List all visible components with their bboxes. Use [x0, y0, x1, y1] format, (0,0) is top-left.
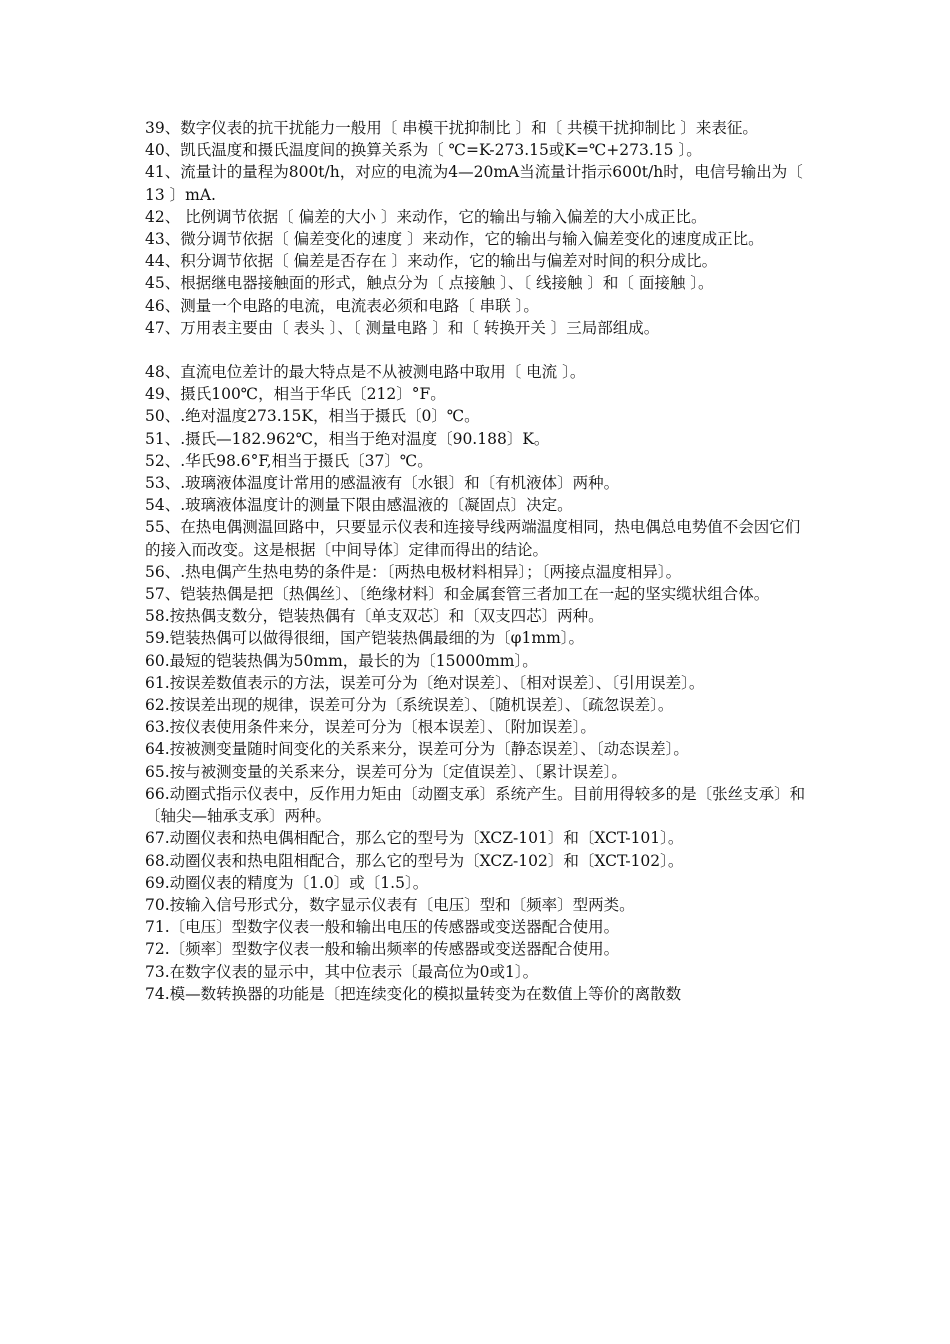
document-page — [145, 117, 815, 1005]
question-50: 50、.绝对温度273.15K，相当于摄氏〔0〕℃。 — [145, 407, 480, 426]
question-41: 41、流量计的量程为800t/h，对应的电流为4—20mA当流量计指示600t/h时，电信号输出为〔 13 〕mA. — [145, 163, 803, 204]
question-69: 69.动圈仪表的精度为〔1.0〕或〔1.5〕。 — [145, 873, 429, 892]
question-71: 71.〔电压〕型数字仪表一般和输出电压的传感器或变送器配合使用。 — [145, 918, 620, 937]
question-58: 58.按热偶支数分，铠装热偶有〔单支双芯〕和〔双支四芯〕两种。 — [145, 607, 604, 626]
question-47: 47、万用表主要由〔 表头 〕、〔 测量电路 〕和〔 转换开关 〕三局部组成。 — [145, 318, 660, 337]
question-64: 64.按被测变量随时间变化的关系来分，误差可分为〔静态误差〕、〔动态误差〕。 — [145, 740, 689, 759]
question-60: 60.最短的铠装热偶为50mm，最长的为〔15000mm〕。 — [145, 651, 538, 670]
question-73: 73.在数字仪表的显示中，其中位表示〔最高位为0或1〕。 — [145, 962, 539, 981]
question-63: 63.按仪表使用条件来分，误差可分为〔根本误差〕、〔附加误差〕。 — [145, 718, 596, 737]
question-55: 55、在热电偶测温回路中，只要显示仪表和连接导线两端温度相同，热电偶总电势值不会因它们的接入而改变。这是根据〔中间导体〕定律而得出的结论。 — [145, 518, 801, 559]
question-45: 45、根据继电器接触面的形式，触点分为〔 点接触 〕、〔 线接触 〕和〔 面接触 〕。 — [145, 274, 714, 293]
question-70: 70.按输入信号形式分，数字显示仪表有〔电压〕型和〔频率〕型两类。 — [145, 895, 635, 914]
question-66: 66.动圈式指示仪表中，反作用力矩由〔动圈支承〕系统产生。目前用得较多的是〔张丝支承〕和〔轴尖—轴承支承〕两种。 — [145, 784, 806, 826]
question-59: 59.铠装热偶可以做得很细，国产铠装热偶最细的为〔φ1mm〕。 — [145, 629, 585, 648]
question-52: 52、.华氏98.6°F,相当于摄氏〔37〕℃。 — [145, 451, 433, 470]
question-53: 53、.玻璃液体温度计常用的感温液有〔水银〕和〔有机液体〕两种。 — [145, 474, 620, 493]
question-46: 46、测量一个电路的电流，电流表必须和电路〔 串联 〕。 — [145, 296, 539, 315]
question-72: 72.〔频率〕型数字仪表一般和输出频率的传感器或变送器配合使用。 — [145, 940, 620, 959]
question-40: 40、凯氏温度和摄氏温度间的换算关系为〔 ℃=K-273.15或K=℃+273.15 〕。 — [145, 141, 702, 160]
question-62: 62.按误差出现的规律，误差可分为〔系统误差〕、〔随机误差〕、〔疏忽误差〕。 — [145, 696, 674, 715]
question-74: 74.模—数转换器的功能是〔把连续变化的模拟量转变为在数值上等价的离散数 — [145, 984, 682, 1003]
question-68: 68.动圈仪表和热电阻相配合，那么它的型号为〔XCZ-102〕和〔XCT-102〕。 — [145, 851, 684, 870]
question-48: 48、直流电位差计的最大特点是不从被测电路中取用〔 电流 〕。 — [145, 363, 586, 382]
question-54: 54、.玻璃液体温度计的测量下限由感温液的〔凝固点〕决定。 — [145, 496, 573, 515]
question-49: 49、摄氏100℃，相当于华氏〔212〕°F。 — [145, 385, 446, 404]
question-42: 42、 比例调节依据〔 偏差的大小 〕来动作，它的输出与输入偏差的大小成正比。 — [145, 207, 707, 226]
question-57: 57、铠装热偶是把〔热偶丝〕、〔绝缘材料〕和金属套管三者加工在一起的坚实缆状组合体。 — [145, 585, 770, 604]
question-39: 39、数字仪表的抗干扰能力一般用〔 串模干扰抑制比 〕和〔 共模干扰抑制比 〕来表征。 — [145, 119, 758, 137]
question-56: 56、.热电偶产生热电势的条件是：〔两热电极材料相异〕；〔两接点温度相异〕。 — [145, 562, 682, 581]
question-61: 61.按误差数值表示的方法，误差可分为〔绝对误差〕、〔相对误差〕、〔引用误差〕。 — [145, 673, 705, 692]
question-43: 43、微分调节依据〔 偏差变化的速度 〕来动作，它的输出与输入偏差变化的速度成正比。 — [145, 230, 764, 249]
paragraph-gap — [145, 339, 815, 361]
question-67: 67.动圈仪表和热电偶相配合，那么它的型号为〔XCZ-101〕和〔XCT-101〕。 — [145, 829, 684, 848]
question-51: 51、.摄氏—182.962℃，相当于绝对温度〔90.188〕K。 — [145, 429, 550, 448]
question-44: 44、积分调节依据〔 偏差是否存在 〕来动作，它的输出与偏差对时间的积分成比。 — [145, 252, 718, 271]
question-65: 65.按与被测变量的关系来分，误差可分为〔定值误差〕、〔累计误差〕。 — [145, 762, 627, 781]
